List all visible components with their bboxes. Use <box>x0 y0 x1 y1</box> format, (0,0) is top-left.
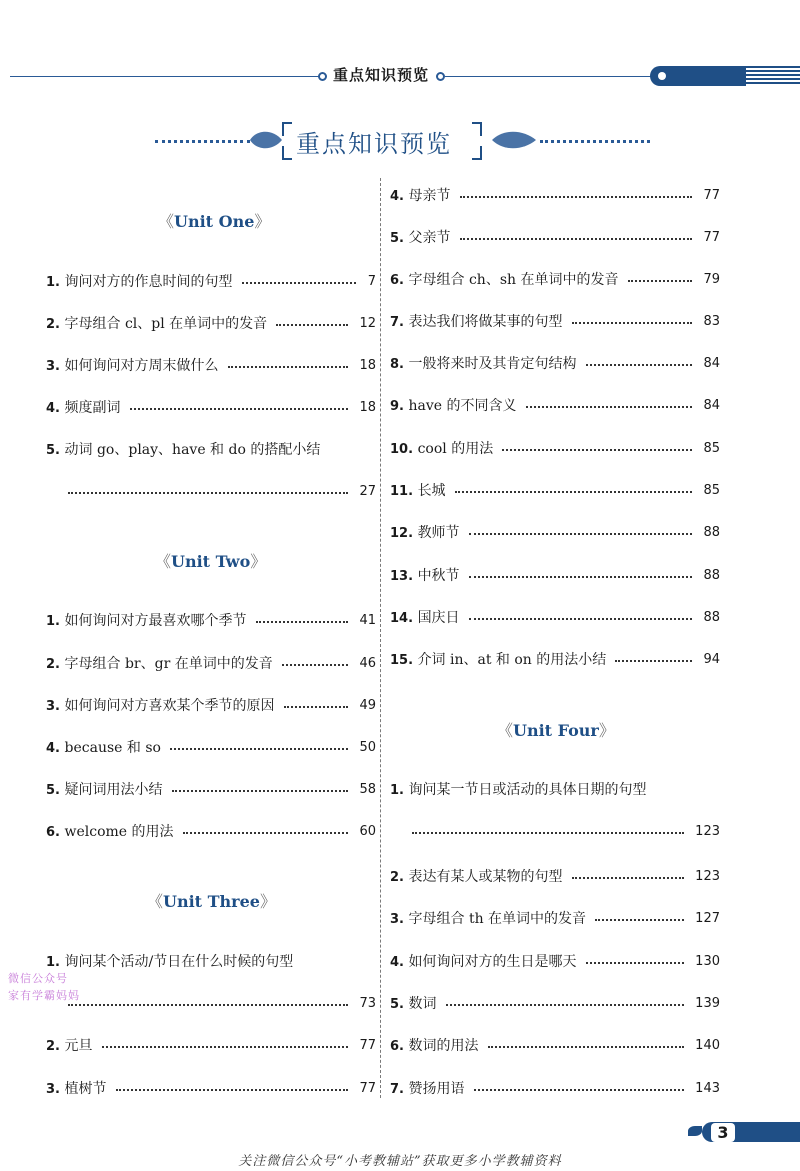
toc-entry-number: 2. <box>46 657 65 672</box>
toc-entry-number: 4. <box>390 955 409 970</box>
toc-entry-page: 85 <box>703 483 720 498</box>
dot-leader <box>130 408 348 410</box>
toc-entry[interactable] <box>390 1078 720 1100</box>
toc-entry-title: because 和 so <box>64 740 161 756</box>
toc-entry[interactable] <box>390 438 720 460</box>
toc-entry-title: 频度副词 <box>64 400 121 416</box>
dot-leader <box>502 449 692 451</box>
toc-entry[interactable] <box>390 866 720 888</box>
running-header-title: 重点知识预览 <box>333 66 430 84</box>
toc-entry-page: 12 <box>359 316 376 331</box>
toc-entry-title: 如何询问对方最喜欢哪个季节 <box>64 613 247 629</box>
toc-entry-title: cool 的用法 <box>417 441 494 457</box>
toc-entry-title: 数词的用法 <box>408 1038 479 1054</box>
toc-entry-number: 1. <box>46 955 65 970</box>
toc-entry[interactable] <box>390 522 720 544</box>
toc-entry-number: 2. <box>390 870 409 885</box>
toc-entry-title: 教师节 <box>417 525 460 541</box>
toc-entry-number: 4. <box>390 189 409 204</box>
column-divider <box>380 178 381 1098</box>
toc-entry-page: 140 <box>695 1038 720 1053</box>
toc-entry-page: 79 <box>703 272 720 287</box>
header-rule-right <box>445 76 655 77</box>
swoosh-right-icon <box>490 126 538 154</box>
toc-entry-page: 123 <box>695 824 720 839</box>
dot-leader <box>183 832 348 834</box>
toc-entry-title: 国庆日 <box>417 610 460 626</box>
dot-leader <box>412 832 684 834</box>
toc-entry[interactable] <box>46 610 376 632</box>
toc-entry-title: welcome 的用法 <box>64 824 174 840</box>
toc-entry-page: 139 <box>695 996 720 1011</box>
watermark-line: 微信公众号 <box>8 972 68 985</box>
dot-leader <box>572 322 692 324</box>
toc-entry-page: 7 <box>367 274 376 289</box>
dot-leader <box>256 621 348 623</box>
unit-heading: 《Unit One》 <box>158 212 271 231</box>
toc-entry[interactable] <box>390 951 720 973</box>
toc-entry[interactable] <box>390 649 720 671</box>
dot-leader <box>455 491 692 493</box>
toc-entry[interactable] <box>46 271 376 293</box>
toc-entry-number: 4. <box>46 741 65 756</box>
dot-leader <box>68 1004 348 1006</box>
toc-entry-number: 6. <box>390 273 409 288</box>
toc-entry[interactable] <box>46 951 376 973</box>
dot-leader <box>488 1046 684 1048</box>
toc-entry-page: 127 <box>695 911 720 926</box>
toc-entry-page: 84 <box>703 398 720 413</box>
unit-four-heading: Unit Four <box>513 721 599 740</box>
dot-leader <box>170 748 348 750</box>
toc-entry-title: 如何询问对方周末做什么 <box>64 358 219 374</box>
dot-leader <box>276 324 348 326</box>
toc-entry-title: 表达我们将做某事的句型 <box>408 314 563 330</box>
toc-entry-title: 字母组合 ch、sh 在单词中的发音 <box>408 272 619 288</box>
unit-three-heading: Unit Three <box>163 892 260 911</box>
toc-entry-page: 83 <box>703 314 720 329</box>
toc-entry-number: 3. <box>46 1082 65 1097</box>
toc-entry[interactable] <box>390 395 720 417</box>
toc-entry-number: 3. <box>46 359 65 374</box>
toc-entry-title: 数词 <box>408 996 437 1012</box>
dot-leader <box>284 706 348 708</box>
title-bracket <box>282 122 292 136</box>
toc-entry[interactable] <box>390 565 720 587</box>
toc-entry-title: 动词 go、play、have 和 do 的搭配小结 <box>64 442 321 458</box>
dot-leader <box>228 366 348 368</box>
page-title: 重点知识预览 <box>296 130 452 158</box>
dot-leader <box>242 282 356 284</box>
toc-entry[interactable] <box>46 737 376 759</box>
toc-entry-title: 如何询问对方喜欢某个季节的原因 <box>64 698 275 714</box>
toc-entry-page: 41 <box>359 613 376 628</box>
toc-entry[interactable] <box>390 908 720 930</box>
toc-entry-continuation[interactable] <box>46 481 376 503</box>
toc-entry-title: 表达有某人或某物的句型 <box>408 869 563 885</box>
toc-entry-page: 50 <box>359 740 376 755</box>
toc-entry-number: 5. <box>46 783 65 798</box>
dot-leader <box>615 660 692 662</box>
dot-leader <box>586 364 692 366</box>
header-stripes <box>746 66 800 86</box>
toc-entry-page: 46 <box>359 656 376 671</box>
toc-entry-page: 49 <box>359 698 376 713</box>
dot-leader <box>469 576 692 578</box>
toc-entry[interactable] <box>46 779 376 801</box>
toc-entry-title: 中秋节 <box>417 568 460 584</box>
footer-note: 关注微信公众号“小考教辅站”获取更多小学教辅资料 <box>238 1154 562 1169</box>
toc-entry-number: 6. <box>390 1039 409 1054</box>
unit-heading: 《Unit Four》 <box>497 721 615 740</box>
header-tab <box>650 66 746 86</box>
toc-entry-page: 60 <box>359 824 376 839</box>
toc-entry-continuation[interactable] <box>46 993 376 1015</box>
toc-entry-number: 1. <box>390 783 409 798</box>
toc-entry-number: 1. <box>46 275 65 290</box>
toc-entry-continuation[interactable] <box>390 821 720 843</box>
title-bracket <box>282 146 292 160</box>
toc-entry-title: 字母组合 th 在单词中的发音 <box>408 911 587 927</box>
toc-entry[interactable] <box>390 353 720 375</box>
running-header <box>0 62 800 88</box>
toc-entry[interactable] <box>390 480 720 502</box>
toc-entry-number: 7. <box>390 1082 409 1097</box>
toc-entry-title: 母亲节 <box>408 188 451 204</box>
unit-heading: 《Unit Three》 <box>147 892 276 911</box>
watermark-line: 家有学霸妈妈 <box>8 989 80 1002</box>
toc-entry-number: 5. <box>390 231 409 246</box>
toc-entry[interactable] <box>390 227 720 249</box>
toc-entry-number: 7. <box>390 315 409 330</box>
title-bracket <box>472 146 482 160</box>
toc-entry[interactable] <box>390 779 720 801</box>
toc-entry-number: 5. <box>390 997 409 1012</box>
toc-entry-page: 85 <box>703 441 720 456</box>
toc-entry-number: 2. <box>46 1039 65 1054</box>
toc-entry[interactable] <box>46 1035 376 1057</box>
toc-entry-title: 介词 in、at 和 on 的用法小结 <box>417 652 607 668</box>
title-dots-right <box>540 140 650 143</box>
toc-entry[interactable] <box>390 269 720 291</box>
toc-entry-title: 元旦 <box>64 1038 93 1054</box>
toc-entry-number: 15. <box>390 653 418 668</box>
toc-entry-page: 130 <box>695 954 720 969</box>
dot-leader <box>282 664 348 666</box>
dot-leader <box>595 919 684 921</box>
toc-entry-number: 2. <box>46 317 65 332</box>
toc-entry-title: 询问某一节日或活动的具体日期的句型 <box>408 782 647 798</box>
toc-entry-number: 1. <box>46 614 65 629</box>
toc-entry[interactable] <box>46 355 376 377</box>
toc-entry-title: 父亲节 <box>408 230 451 246</box>
toc-entry-number: 5. <box>46 443 65 458</box>
toc-entry-page: 88 <box>703 610 720 625</box>
dot-leader <box>68 492 348 494</box>
toc-entry[interactable] <box>46 1078 376 1100</box>
toc-entry-page: 18 <box>359 358 376 373</box>
toc-entry-title: 赞扬用语 <box>408 1081 465 1097</box>
dot-leader <box>116 1089 348 1091</box>
toc-entry[interactable] <box>390 607 720 629</box>
toc-entry-number: 4. <box>46 401 65 416</box>
toc-entry-number: 11. <box>390 484 418 499</box>
title-bracket <box>472 122 482 136</box>
toc-entry[interactable] <box>46 695 376 717</box>
dot-leader <box>526 406 692 408</box>
title-dots-left <box>155 140 250 143</box>
swoosh-left-icon <box>248 126 284 154</box>
toc-entry-page: 88 <box>703 568 720 583</box>
toc-entry-number: 3. <box>46 699 65 714</box>
toc-entry[interactable] <box>390 1035 720 1057</box>
toc-entry-title: have 的不同含义 <box>408 398 517 414</box>
toc-entry-title: 如何询问对方的生日是哪天 <box>408 954 577 970</box>
unit-one-heading: Unit One <box>174 212 255 231</box>
toc-entry-title: 长城 <box>417 483 446 499</box>
toc-entry-page: 58 <box>359 782 376 797</box>
toc-entry[interactable] <box>46 313 376 335</box>
toc-entry[interactable] <box>46 397 376 419</box>
header-bullet-icon <box>436 72 445 81</box>
toc-entry-title: 字母组合 cl、pl 在单词中的发音 <box>64 316 268 332</box>
toc-entry-page: 73 <box>359 996 376 1011</box>
toc-entry-number: 8. <box>390 357 409 372</box>
toc-entry-page: 88 <box>703 525 720 540</box>
toc-entry-number: 14. <box>390 611 418 626</box>
toc-entry-title: 植树节 <box>64 1081 107 1097</box>
toc-entry-title: 询问某个活动/节日在什么时候的句型 <box>64 954 294 970</box>
dot-leader <box>460 238 692 240</box>
toc-entry-page: 18 <box>359 400 376 415</box>
toc-entry-number: 12. <box>390 526 418 541</box>
dot-leader <box>586 962 684 964</box>
toc-entry[interactable] <box>46 439 376 461</box>
unit-heading: 《Unit Two》 <box>155 552 267 571</box>
toc-entry-page: 77 <box>703 188 720 203</box>
header-bullet-icon <box>318 72 327 81</box>
toc-entry[interactable] <box>390 311 720 333</box>
header-rule-left <box>10 76 320 77</box>
toc-entry[interactable] <box>390 993 720 1015</box>
toc-entry-page: 123 <box>695 869 720 884</box>
toc-entry-page: 84 <box>703 356 720 371</box>
toc-entry-page: 94 <box>703 652 720 667</box>
toc-entry[interactable] <box>46 821 376 843</box>
toc-entry[interactable] <box>390 185 720 207</box>
toc-entry[interactable] <box>46 653 376 675</box>
leaf-icon <box>688 1126 702 1136</box>
dot-leader <box>102 1046 348 1048</box>
dot-leader <box>469 618 692 620</box>
toc-entry-number: 13. <box>390 569 418 584</box>
page-number: 3 <box>711 1123 735 1142</box>
dot-leader <box>446 1004 684 1006</box>
dot-leader <box>172 790 348 792</box>
toc-entry-title: 询问对方的作息时间的句型 <box>64 274 233 290</box>
toc-entry-page: 77 <box>359 1038 376 1053</box>
dot-leader <box>474 1089 684 1091</box>
dot-leader <box>572 877 684 879</box>
unit-two-heading: Unit Two <box>171 552 251 571</box>
toc-entry-title: 一般将来时及其肯定句结构 <box>408 356 577 372</box>
toc-entry-page: 77 <box>359 1081 376 1096</box>
toc-entry-number: 9. <box>390 399 409 414</box>
dot-leader <box>628 280 692 282</box>
toc-entry-title: 字母组合 br、gr 在单词中的发音 <box>64 656 273 672</box>
toc-entry-page: 143 <box>695 1081 720 1096</box>
toc-entry-number: 3. <box>390 912 409 927</box>
toc-entry-page: 27 <box>359 484 376 499</box>
toc-entry-title: 疑问词用法小结 <box>64 782 163 798</box>
toc-entry-number: 10. <box>390 442 418 457</box>
toc-entry-page: 77 <box>703 230 720 245</box>
dot-leader <box>469 533 692 535</box>
dot-leader <box>460 196 692 198</box>
toc-entry-number: 6. <box>46 825 65 840</box>
tab-dot-icon <box>658 72 666 80</box>
